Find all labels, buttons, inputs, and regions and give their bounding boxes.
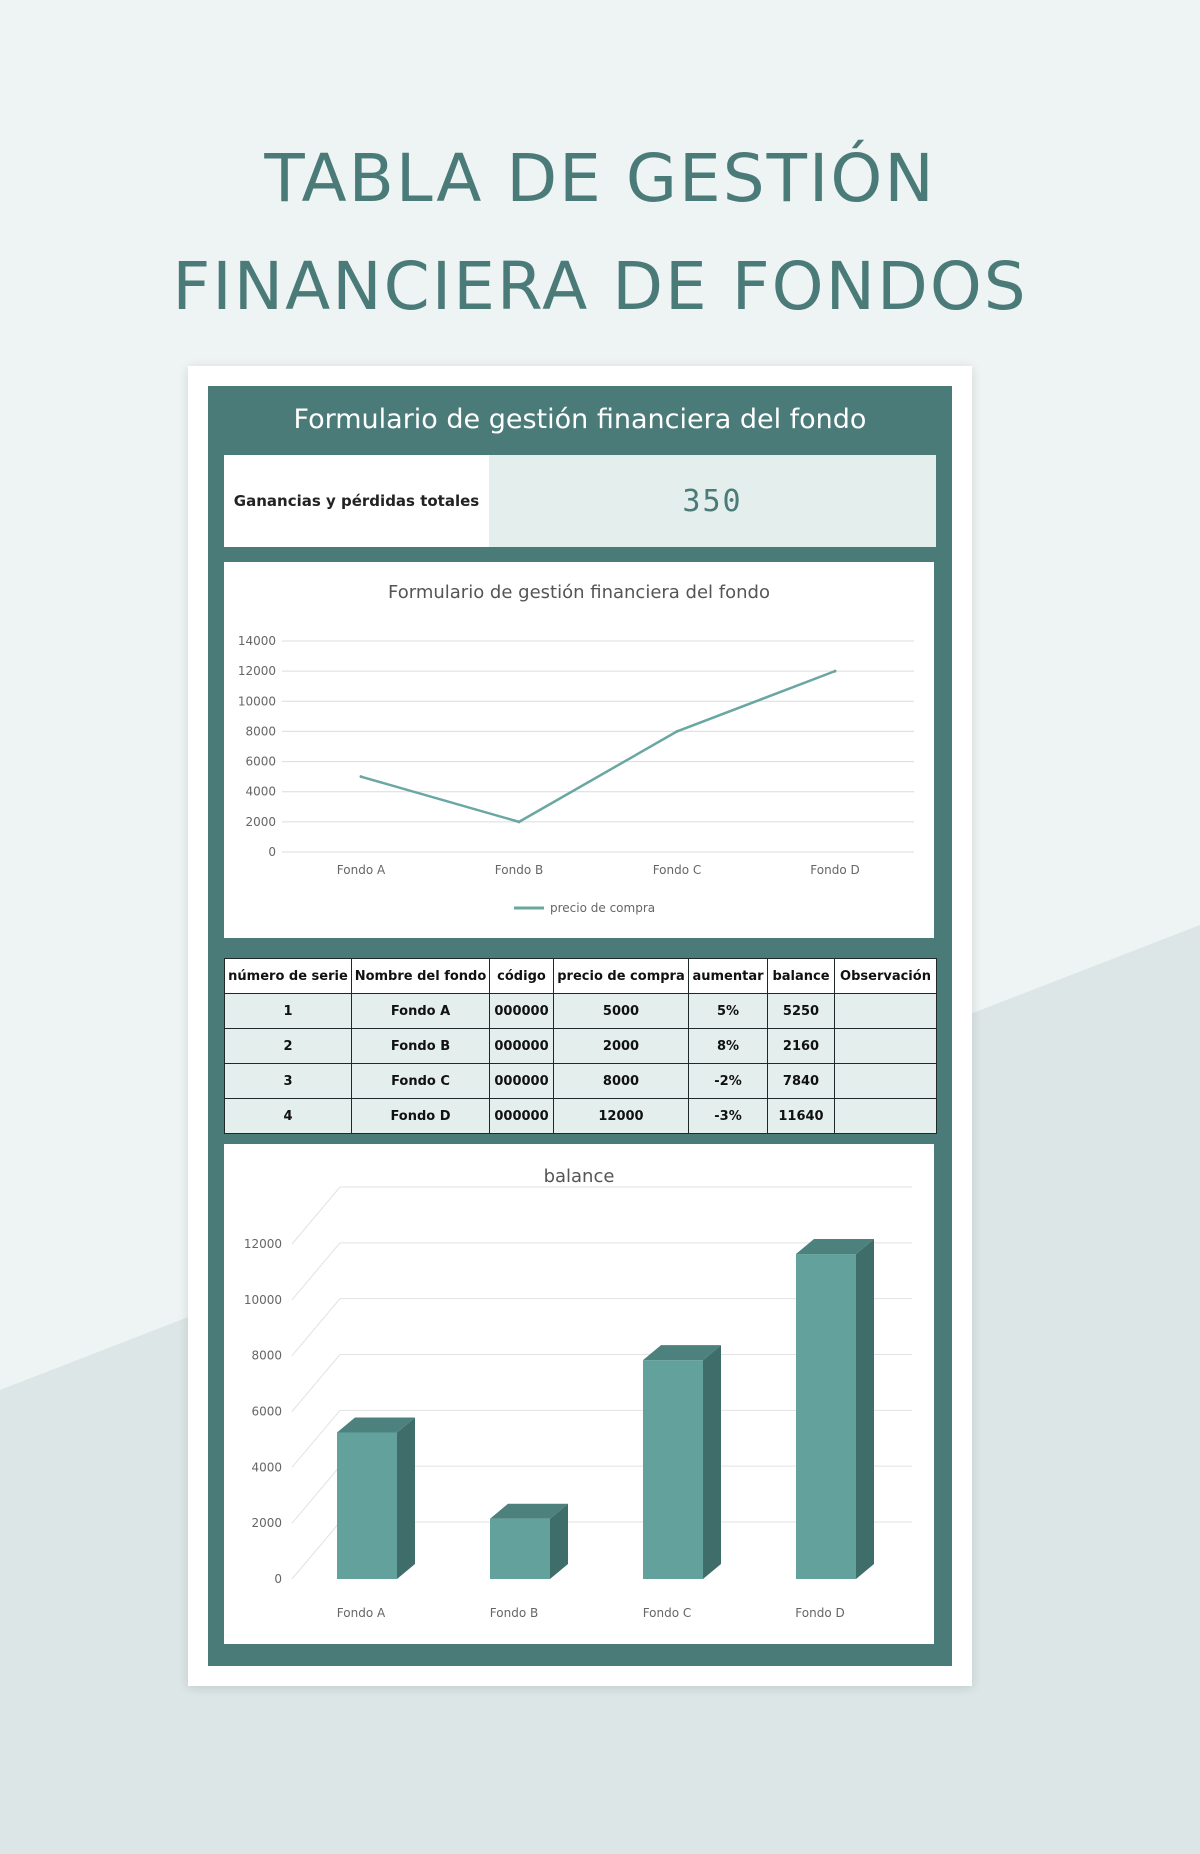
header-balance: balance <box>768 959 835 994</box>
y-tick-label: 10000 <box>243 1292 282 1307</box>
summary-label: Ganancias y pérdidas totales <box>224 455 489 547</box>
x-tick-label: Fondo C <box>652 863 702 877</box>
y-tick-label: 10000 <box>237 694 276 709</box>
header-code: código <box>490 959 554 994</box>
bar-chart <box>224 1144 934 1644</box>
cell-balance: 5250 <box>768 994 835 1029</box>
y-tick-label: 12000 <box>243 1237 282 1251</box>
cell-purchase-price: 2000 <box>554 1029 689 1064</box>
cell-balance: 7840 <box>768 1064 835 1099</box>
y-tick-label: 12000 <box>237 664 276 679</box>
bar-side <box>397 1417 415 1579</box>
table-row <box>225 1099 937 1134</box>
cell-code: 000000 <box>490 1099 554 1134</box>
data-point <box>834 670 837 673</box>
cell-fund-name: Fondo D <box>352 1099 490 1134</box>
fund-table <box>224 958 937 1134</box>
header-serial: número de serie <box>225 959 352 994</box>
y-tick-label: 4000 <box>245 784 276 799</box>
header-observation: Observación <box>835 959 937 994</box>
bar <box>643 1360 703 1579</box>
cell-serial: 3 <box>225 1064 352 1099</box>
x-tick-label: Fondo B <box>494 863 544 877</box>
bar-chart-svg <box>224 1144 934 1644</box>
y-tick-label: 4000 <box>251 1460 282 1475</box>
cell-fund-name: Fondo C <box>352 1064 490 1099</box>
bar-side <box>703 1345 721 1579</box>
y-tick-label: 8000 <box>251 1348 282 1363</box>
table-row <box>225 994 937 1029</box>
cell-increase: 8% <box>689 1029 768 1064</box>
bar-chart-title: balance <box>543 1166 615 1187</box>
header-increase: aumentar <box>689 959 768 994</box>
bar-side <box>856 1239 874 1579</box>
cell-code: 000000 <box>490 994 554 1029</box>
cell-observation <box>835 1099 937 1134</box>
data-point <box>518 820 521 823</box>
cell-purchase-price: 5000 <box>554 994 689 1029</box>
line-chart-svg <box>224 562 934 938</box>
cell-serial: 1 <box>225 994 352 1029</box>
gridline <box>292 1187 912 1244</box>
y-tick-label: 2000 <box>251 1516 282 1531</box>
data-point <box>360 775 363 778</box>
y-tick-label: 6000 <box>251 1404 282 1419</box>
y-tick-label: 2000 <box>245 814 276 829</box>
series-line <box>361 671 835 822</box>
x-tick-label: Fondo B <box>489 1606 539 1620</box>
legend-label: precio de compra <box>550 901 656 915</box>
y-tick-label: 8000 <box>245 724 276 739</box>
data-point <box>676 730 679 733</box>
form-card <box>188 366 972 1686</box>
y-tick-label: 14000 <box>237 634 276 648</box>
table-row <box>225 1064 937 1099</box>
x-tick-label: Fondo D <box>810 863 860 877</box>
page-title-line1: TABLA DE GESTIÓN <box>264 140 936 217</box>
y-tick-label: 0 <box>268 845 276 859</box>
cell-code: 000000 <box>490 1029 554 1064</box>
cell-balance: 2160 <box>768 1029 835 1064</box>
cell-fund-name: Fondo B <box>352 1029 490 1064</box>
cell-balance: 11640 <box>768 1099 835 1134</box>
bar <box>796 1254 856 1579</box>
y-tick-label: 6000 <box>245 754 276 769</box>
cell-serial: 2 <box>225 1029 352 1064</box>
cell-fund-name: Fondo A <box>352 994 490 1029</box>
form-title: Formulario de gestión financiera del fondo <box>293 404 867 435</box>
header-fund-name: Nombre del fondo <box>352 959 490 994</box>
cell-observation <box>835 1029 937 1064</box>
cell-increase: -3% <box>689 1099 768 1134</box>
cell-serial: 4 <box>225 1099 352 1134</box>
cell-increase: -2% <box>689 1064 768 1099</box>
bar <box>337 1432 397 1579</box>
form-panel <box>208 386 952 1666</box>
line-chart-title: Formulario de gestión financiera del fondo <box>388 582 770 603</box>
bar <box>490 1519 550 1579</box>
cell-increase: 5% <box>689 994 768 1029</box>
header-purchase-price: precio de compra <box>554 959 689 994</box>
table-row <box>225 1029 937 1064</box>
x-tick-label: Fondo A <box>336 1606 386 1620</box>
x-tick-label: Fondo C <box>642 1606 692 1620</box>
cell-code: 000000 <box>490 1064 554 1099</box>
page-title-line2: FINANCIERA DE FONDOS <box>172 248 1028 325</box>
cell-observation <box>835 994 937 1029</box>
y-tick-label: 0 <box>274 1572 282 1586</box>
x-tick-label: Fondo A <box>336 863 386 877</box>
cell-observation <box>835 1064 937 1099</box>
cell-purchase-price: 8000 <box>554 1064 689 1099</box>
summary-row <box>224 455 936 547</box>
cell-purchase-price: 12000 <box>554 1099 689 1134</box>
line-chart <box>224 562 934 938</box>
summary-value: 350 <box>489 455 936 547</box>
table-header-row <box>225 959 937 994</box>
x-tick-label: Fondo D <box>795 1606 845 1620</box>
